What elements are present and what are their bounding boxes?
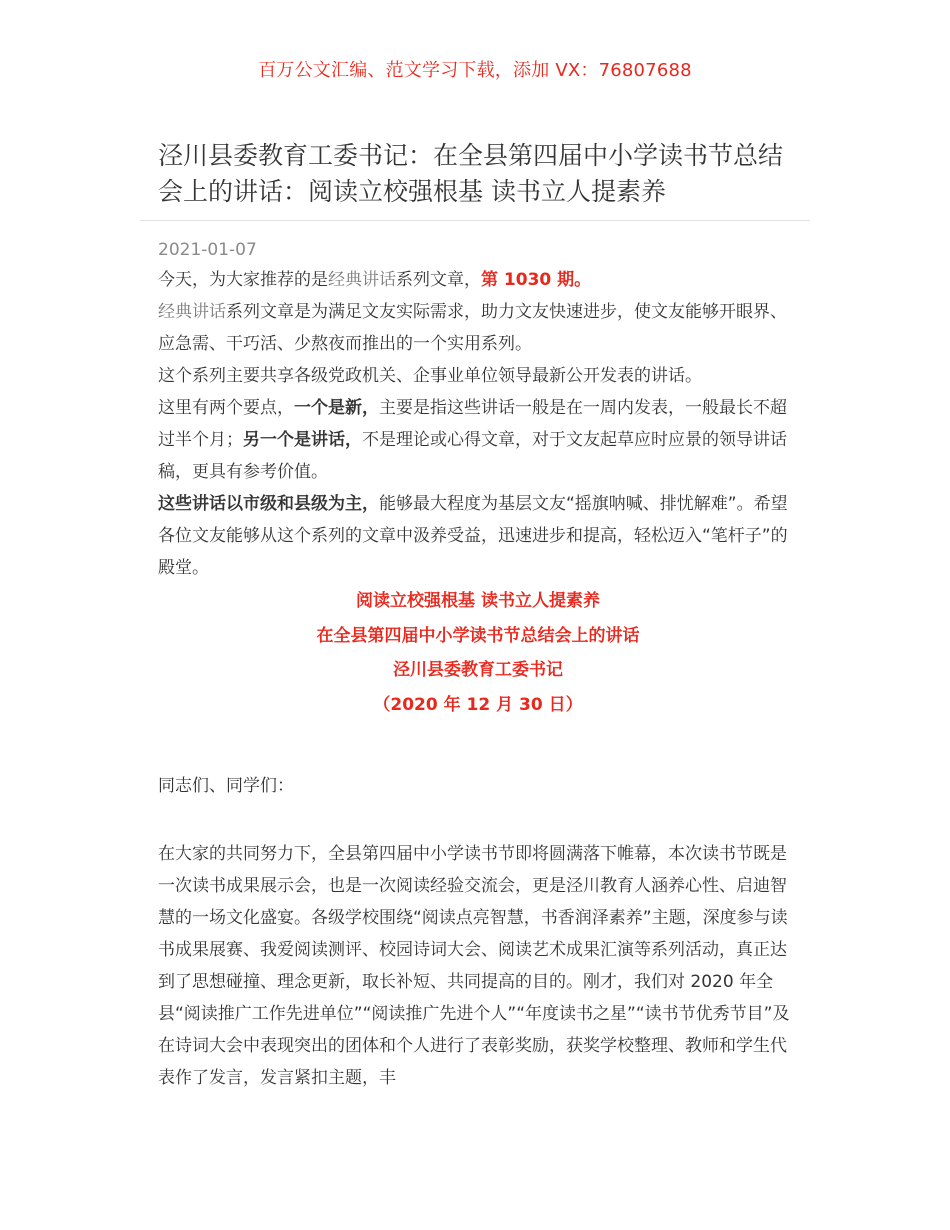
- key-point-level: 这些讲话以市级和县级为主，: [158, 494, 379, 514]
- intro-text: 系列文章，: [396, 270, 481, 290]
- speech-title: 阅读立校强根基 读书立人提素养: [356, 591, 600, 611]
- intro-paragraph-3: 这个系列主要共享各级党政机关、企事业单位领导最新公开发表的讲话。: [158, 366, 702, 386]
- article-body: [158, 264, 798, 1094]
- issue-number: 第 1030 期。: [481, 270, 592, 290]
- intro-text: 不是理论或心得文章，对于文友起草应时应景的领导讲话稿，更具有参考价值。: [158, 430, 787, 482]
- intro-text: 这里有两个要点，: [158, 398, 294, 418]
- speech-paragraph: 在大家的共同努力下，全县第四届中小学读书节即将圆满落下帷幕，本次读书节既是一次读书成果展示会，也是一次阅读经验交流会，更是泾川教育人涵养心性、启迪智慧的一场文化盛宴。各级学校围绕“阅读点亮智慧，书香润泽素养”主题，深度参与读书成果展赛、我爱阅读测评、校园诗词大会、阅读艺术成果汇演等系列活动，真正达到了思想碰撞、理念更新，取长补短、共同提高的目的。刚才，我们对 2020 年全县“阅读推广工作先进单位”“阅读推广先进个人”“年度读书之星”“读书节优秀节目”及在诗词大会中表现突出的团体和个人进行了表彰奖励，获奖学校整理、教师和学生代表作了发言，发言紧扣主题，丰: [158, 844, 790, 1088]
- spacer: [158, 802, 798, 838]
- speech-salutation: 同志们、同学们：: [158, 776, 294, 796]
- article-title: 泾川县委教育工委书记：在全县第四届中小学读书节总结会上的讲话：阅读立校强根基 读书立人提素养: [158, 141, 784, 206]
- intro-paragraph-2: [158, 296, 798, 360]
- speech-body: [158, 770, 798, 1094]
- intro-text: 能够最大程度为基层文友“摇旗呐喊、排忧解难”。希望各位文友能够从这个系列的文章中汲养受益，迅速进步和提高，轻松迈入“笔杆子”的殿堂。: [158, 494, 788, 578]
- key-point-new: 一个是新，: [294, 398, 379, 418]
- intro-text: 今天，为大家推荐的是: [158, 270, 328, 290]
- intro-text: 系列文章是为满足文友实际需求，助力文友快速进步，使文友能够开眼界、应急需、干巧活、少熬夜而推出的一个实用系列。: [158, 302, 787, 354]
- key-point-speech: 另一个是讲话，: [243, 430, 362, 450]
- intro-paragraph-5: [158, 488, 798, 584]
- speech-date: （2020 年 12 月 30 日）: [373, 694, 583, 715]
- series-name: 经典讲话: [328, 270, 396, 290]
- intro-text: 主要是指这些讲话一般是在一周内发表，一般最长不超过半个月；: [158, 398, 787, 450]
- promo-banner: 百万公文汇编、范文学习下载，添加 VX：76807688: [258, 60, 692, 81]
- series-name: 经典讲话: [158, 302, 226, 322]
- intro-paragraph-1: [158, 264, 798, 296]
- speech-occasion: 在全县第四届中小学读书节总结会上的讲话: [316, 625, 640, 646]
- publish-date: 2021-01-07: [158, 240, 257, 260]
- title-divider: [140, 220, 810, 221]
- intro-paragraph-4: [158, 392, 798, 488]
- spacer: [158, 722, 798, 770]
- speech-speaker: 泾川县委教育工委书记: [393, 660, 563, 680]
